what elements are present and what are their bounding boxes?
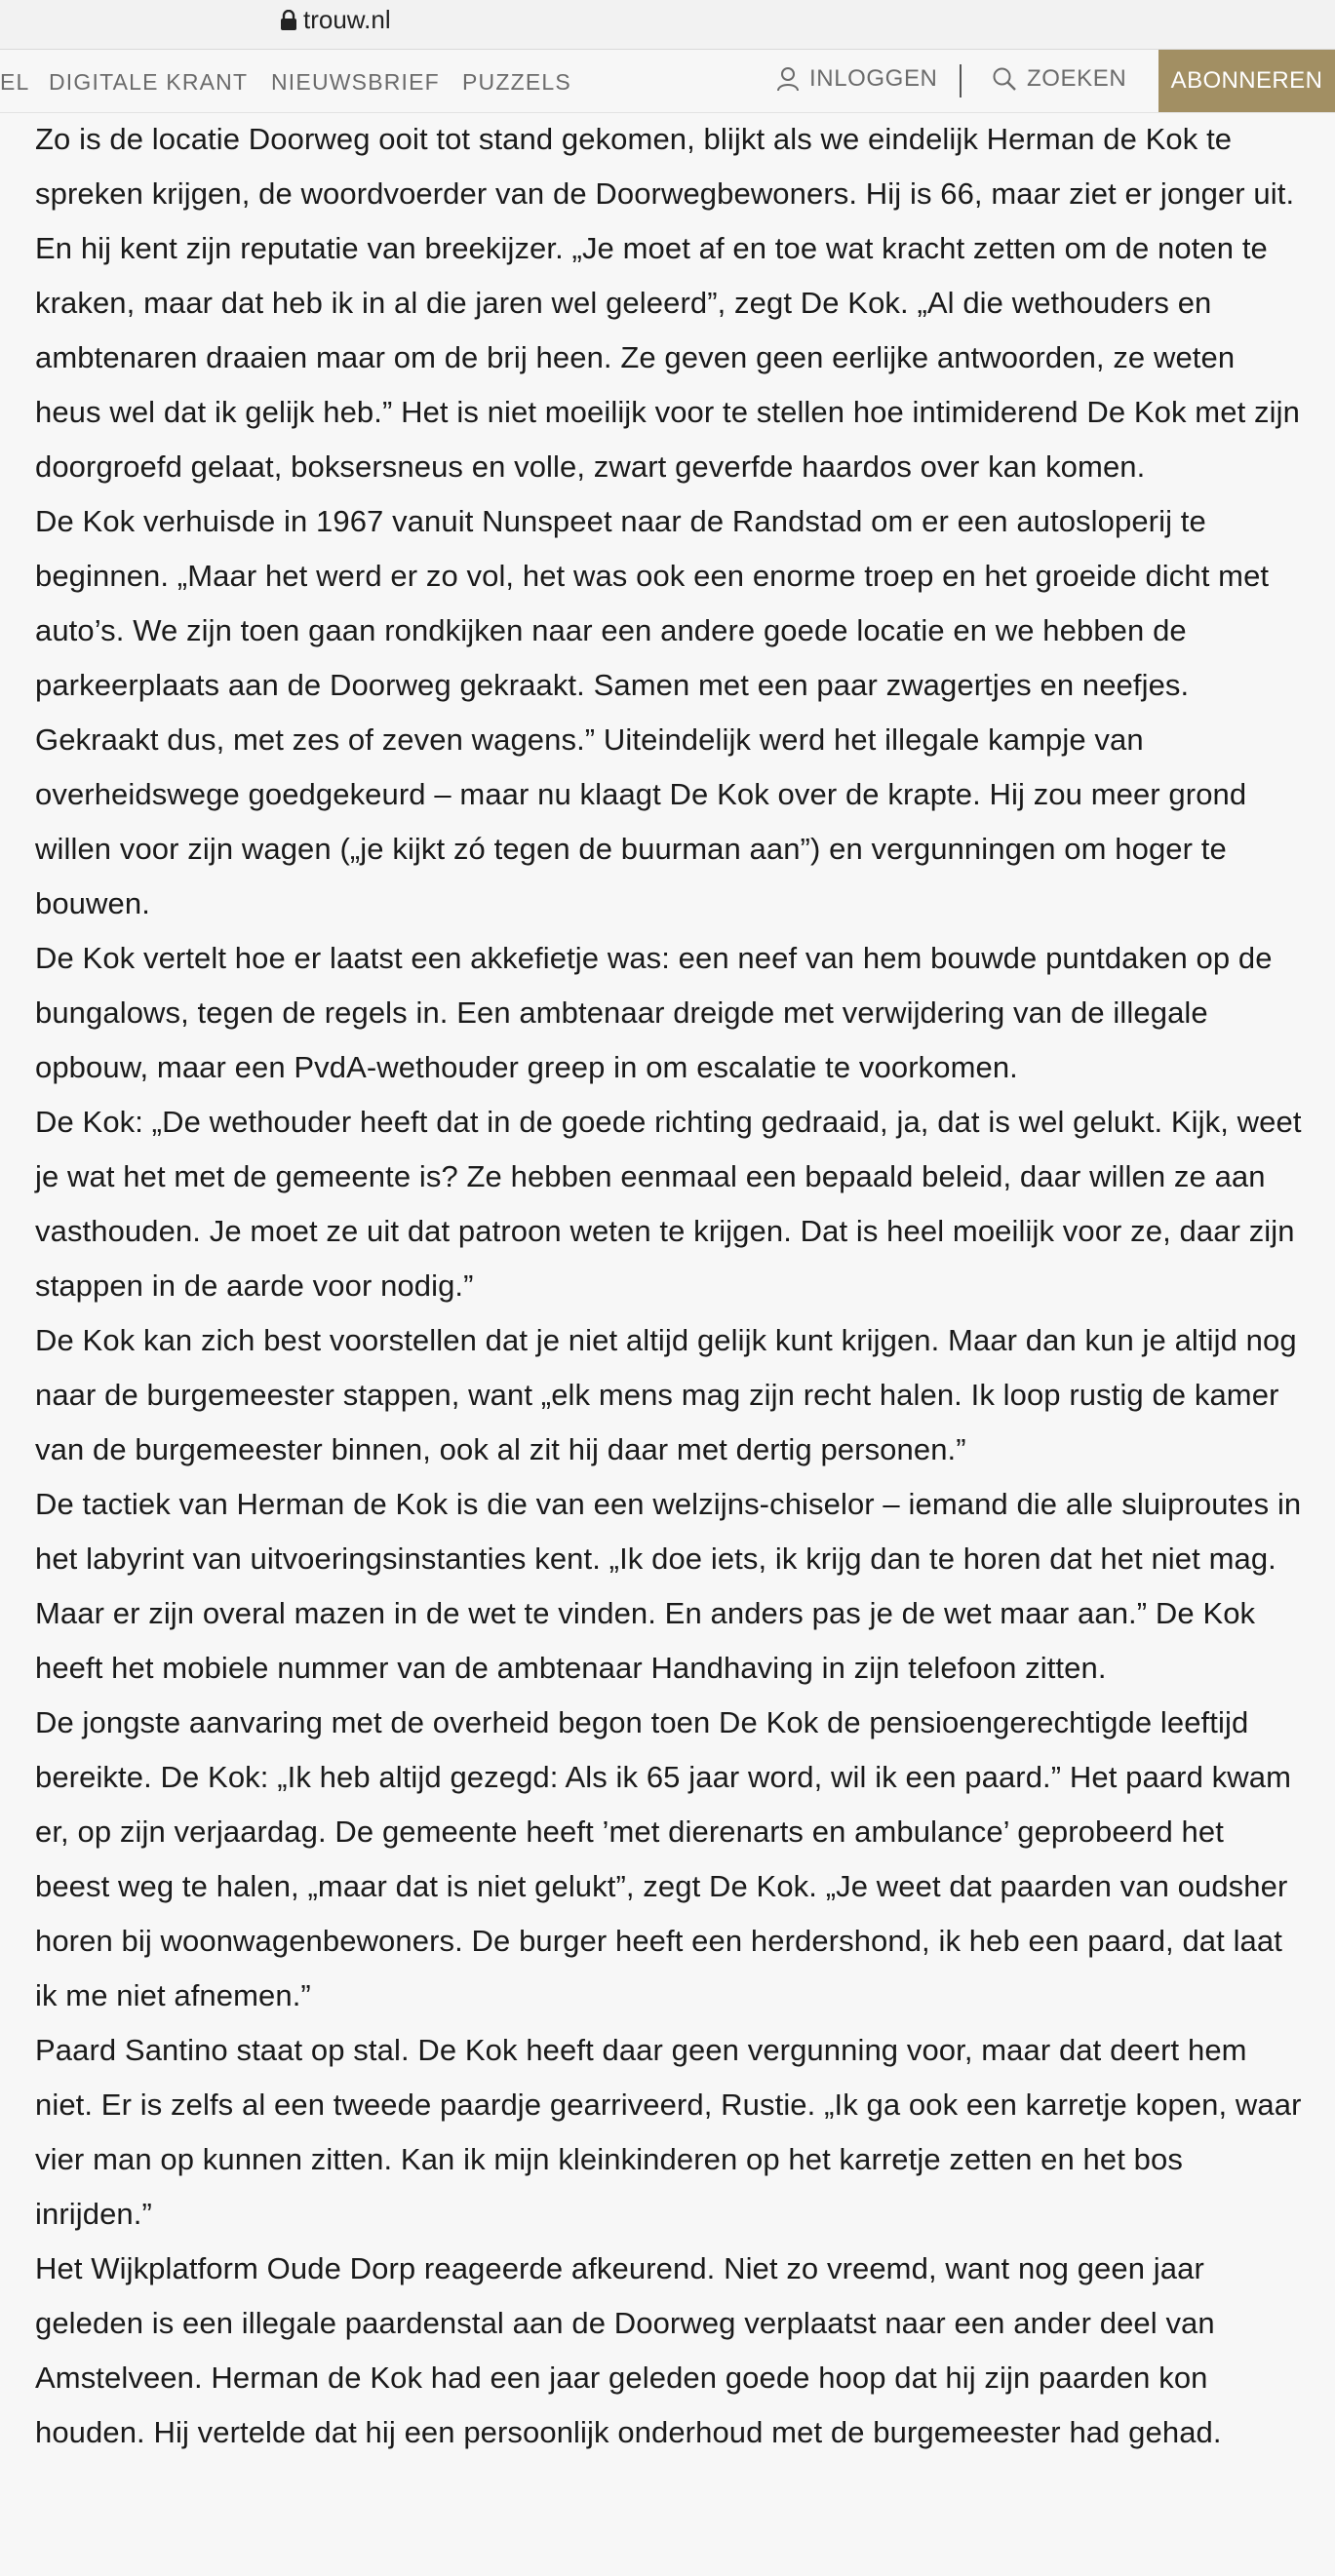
url-display[interactable] — [280, 5, 391, 35]
nav-item-partial[interactable]: EL — [0, 69, 30, 95]
article-paragraph: Het Wijkplatform Oude Dorp reageerde afkeurend. Niet zo vreemd, want nog geen jaar geleden is een illegale paardenstal aan de Doorweg verplaatst naar een ander deel van Amstelveen. Herman de Kok had een jaar geleden goede hoop dat hij zijn paarden kon houden. Hij vertelde dat hij een persoonlijk onderhoud met de burgemeester had gehad. — [35, 2251, 1222, 2449]
article-paragraph: Paard Santino staat op stal. De Kok heeft daar geen vergunning voor, maar dat deert hem niet. Er is zelfs al een tweede paardje gearriveerd, Rustie. „Ik ga ook een karretje kopen, waar vier man op kunnen zitten. Kan ik mijn kleinkinderen op het karretje zetten en het bos inrijden.” — [35, 2033, 1302, 2231]
lock-icon — [280, 10, 297, 31]
search-label: ZOEKEN — [1027, 65, 1127, 92]
nav-divider — [960, 64, 962, 98]
article-paragraph: De Kok vertelt hoe er laatst een akkefietje was: een neef van hem bouwde puntdaken op de bungalows, tegen de regels in. Een ambtenaar dreigde met verwijdering van de illegale opbouw, maar een PvdA-wethouder greep in om escalatie te voorkomen. — [35, 941, 1273, 1084]
login-link[interactable] — [776, 65, 938, 93]
site-navigation — [0, 50, 1335, 113]
search-icon — [992, 66, 1017, 92]
search-link[interactable] — [992, 65, 1126, 93]
user-icon — [776, 66, 800, 92]
article-paragraph: De Kok verhuisde in 1967 vanuit Nunspeet naar de Randstad om er een autosloperij te beginnen. „Maar het werd er zo vol, het was ook een enorme troep en het groeide dicht met auto’s. We zijn toen gaan rondkijken naar een andere goede locatie en we hebben de parkeerplaats aan de Doorweg gekraakt. Samen met een paar zwagertjes en neefjes. Gekraakt dus, met zes of zeven wagens.” Uiteindelijk werd het illegale kampje van overheidswege goedgekeurd – maar nu klaagt De Kok over de krapte. Hij zou meer grond willen voor zijn wagen („je kijkt zó tegen de buurman aan”) en vergunningen om hoger te bouwen. — [35, 504, 1270, 920]
url-text: trouw.nl — [303, 5, 391, 34]
subscribe-button[interactable]: ABONNEREN — [1158, 50, 1335, 112]
nav-item-puzzels[interactable]: PUZZELS — [462, 69, 571, 95]
login-label: INLOGGEN — [809, 65, 938, 92]
article-paragraph: De tactiek van Herman de Kok is die van een welzijns-chiselor – iemand die alle sluiproutes in het labyrint van uitvoeringsinstanties kent. „Ik doe iets, ik krijg dan te horen dat het niet mag. Maar er zijn overal mazen in de wet te vinden. En anders pas je de wet maar aan.” De Kok heeft het mobiele nummer van de ambtenaar Handhaving in zijn telefoon zitten. — [35, 1487, 1302, 1685]
article-body — [35, 112, 1303, 2460]
article-paragraph: De jongste aanvaring met de overheid begon toen De Kok de pensioengerechtigde leeftijd bereikte. De Kok: „Ik heb altijd gezegd: Als ik 65 jaar word, wil ik een paard.” Het paard kwam er, op zijn verjaardag. De gemeente heeft ’met dierenarts en ambulance’ geprobeerd het beest weg te halen, „maar dat is niet gelukt”, zegt De Kok. „Je weet dat paarden van oudsher horen bij woonwagenbewoners. De burger heeft een herdershond, ik heb een paard, dat laat ik me niet afnemen.” — [35, 1705, 1292, 2012]
nav-item-digitale-krant[interactable]: DIGITALE KRANT — [49, 69, 249, 95]
article-paragraph: Zo is de locatie Doorweg ooit tot stand gekomen, blijkt als we eindelijk Herman de Kok te spreken krijgen, de woordvoerder van de Doorwegbewoners. Hij is 66, maar ziet er jonger uit. En hij kent zijn reputatie van breekijzer. „Je moet af en toe wat kracht zetten om de noten te kraken, maar dat heb ik in al die jaren wel geleerd”, zegt De Kok. „Al die wethouders en ambtenaren draaien maar om de brij heen. Ze geven geen eerlijke antwoorden, ze weten heus wel dat ik gelijk heb.” Het is niet moeilijk voor te stellen hoe intimiderend De Kok met zijn doorgroefd gelaat, boksersneus en volle, zwart geverfde haardos over kan komen. — [35, 122, 1300, 484]
article-paragraph: De Kok: „De wethouder heeft dat in de goede richting gedraaid, ja, dat is wel gelukt. Kijk, weet je wat het met de gemeente is? Ze hebben eenmaal een bepaald beleid, daar willen ze aan vasthouden. Je moet ze uit dat patroon weten te krijgen. Dat is heel moeilijk voor ze, daar zijn stappen in de aarde voor nodig.” — [35, 1105, 1302, 1303]
browser-address-bar[interactable] — [0, 0, 1335, 50]
article-paragraph: De Kok kan zich best voorstellen dat je niet altijd gelijk kunt krijgen. Maar dan kun je altijd nog naar de burgemeester stappen, want „elk mens mag zijn recht halen. Ik loop rustig de kamer van de burgemeester binnen, ook al zit hij daar met dertig personen.” — [35, 1323, 1297, 1466]
nav-item-nieuwsbrief[interactable]: NIEUWSBRIEF — [271, 69, 440, 95]
